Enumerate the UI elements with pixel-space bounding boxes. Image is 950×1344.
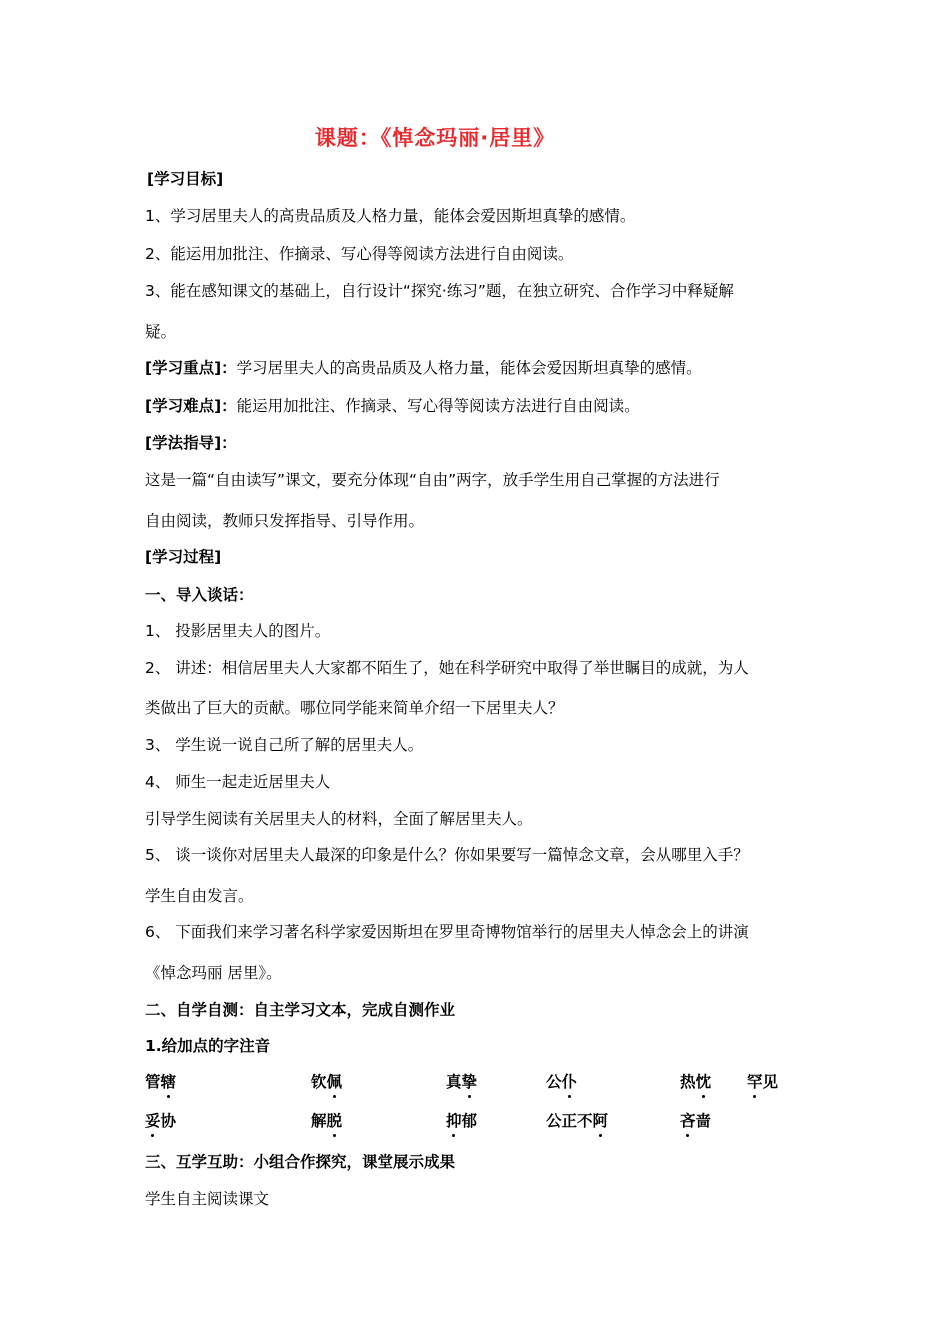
goals-heading: [学习目标] [147, 170, 224, 188]
pinyin-word: 真挚 [446, 1073, 478, 1091]
section1-line: 4、 师生一起走近居里夫人 [145, 773, 331, 791]
section1-line: 引导学生阅读有关居里夫人的材料，全面了解居里夫人。 [145, 810, 533, 828]
section1-line: 6、 下面我们来学习著名科学家爱因斯坦在罗里奇博物馆举行的居里夫人悼念会上的讲演 [145, 923, 749, 941]
section1-line: 《悼念玛丽 居里》。 [145, 964, 282, 982]
section2-subheading: 1.给加点的字注音 [145, 1037, 271, 1055]
pinyin-word: 抑郁 [446, 1112, 478, 1130]
section1-line: 1、 投影居里夫人的图片。 [145, 622, 331, 640]
section1-line: 3、 学生说一说自己所了解的居里夫人。 [145, 736, 424, 754]
section3-heading: 三、互学互助：小组合作探究，课堂展示成果 [145, 1153, 456, 1171]
method-line: 这是一篇“自由读写”课文，要充分体现“自由”两字，放手学生用自己掌握的方法进行 [145, 471, 720, 489]
section1-line: 2、 讲述：相信居里夫人大家都不陌生了，她在科学研究中取得了举世瞩目的成就，为人 [145, 659, 749, 677]
goal-line: 3、能在感知课文的基础上，自行设计“探究·练习”题，在独立研究、合作学习中释疑解 [145, 282, 734, 300]
pinyin-word: 吝啬 [680, 1112, 712, 1130]
goal-line: 2、能运用加批注、作摘录、写心得等阅读方法进行自由阅读。 [145, 245, 574, 263]
section1-line: 类做出了巨大的贡献。哪位同学能来简单介绍一下居里夫人？ [145, 699, 564, 717]
pinyin-word: 管辖 [145, 1073, 177, 1091]
difficulty-label: [学习难点]： [145, 397, 237, 415]
method-heading: [学法指导]： [145, 434, 237, 452]
page-title: 课题：《悼念玛丽·居里》 [314, 126, 556, 150]
pinyin-word: 热忱 [680, 1073, 712, 1091]
key-point-label: [学习重点]： [145, 359, 237, 377]
goal-line: 疑。 [145, 323, 177, 341]
section1-line: 5、 谈一谈你对居里夫人最深的印象是什么？你如果要写一篇悼念文章，会从哪里入手？ [145, 846, 749, 864]
key-point-text: 学习居里夫人的高贵品质及人格力量，能体会爱因斯坦真挚的感情。 [236, 359, 702, 377]
section1-heading: 一、导入谈话： [145, 586, 254, 604]
key-point [145, 356, 810, 378]
difficulty [145, 394, 810, 416]
pinyin-word: 公正不阿 [546, 1112, 609, 1130]
section1-line: 学生自由发言。 [145, 887, 254, 905]
pinyin-word: 罕见 [747, 1073, 779, 1091]
pinyin-word: 钦佩 [311, 1073, 343, 1091]
section2-heading: 二、自学自测：自主学习文本，完成自测作业 [145, 1001, 456, 1019]
pinyin-word: 公仆 [546, 1073, 578, 1091]
goal-line: 1、学习居里夫人的高贵品质及人格力量，能体会爱因斯坦真挚的感情。 [145, 207, 636, 225]
process-heading: [学习过程] [145, 548, 222, 566]
method-line: 自由阅读，教师只发挥指导、引导作用。 [145, 512, 425, 530]
section3-line: 学生自主阅读课文 [145, 1190, 270, 1208]
pinyin-word: 解脱 [311, 1112, 343, 1130]
difficulty-text: 能运用加批注、作摘录、写心得等阅读方法进行自由阅读。 [236, 397, 640, 415]
pinyin-word: 妥协 [145, 1112, 177, 1130]
